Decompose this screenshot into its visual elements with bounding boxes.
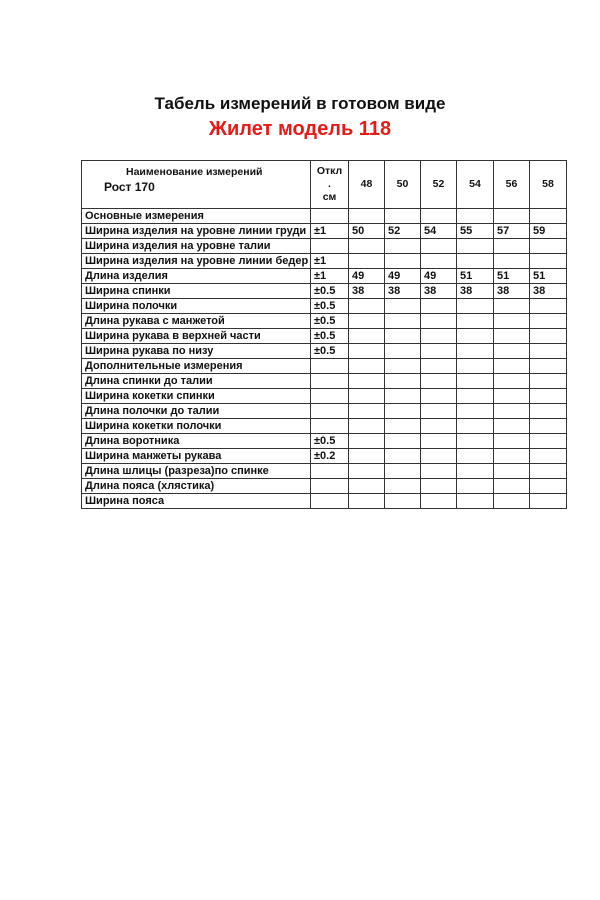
table-row — [82, 284, 567, 299]
tolerance-cell — [311, 479, 349, 494]
tolerance-cell — [311, 389, 349, 404]
size-value-cell — [349, 209, 385, 224]
size-value-cell — [385, 449, 421, 464]
table-row — [82, 404, 567, 419]
table-row — [82, 224, 567, 239]
header-size-cell: 54 — [457, 161, 494, 209]
size-value-cell — [349, 299, 385, 314]
measurement-name-cell: Ширина пояса — [82, 494, 311, 509]
size-value-cell: 55 — [457, 224, 494, 239]
size-value-cell — [494, 359, 530, 374]
table-row — [82, 434, 567, 449]
size-value-cell — [457, 419, 494, 434]
size-value-cell: 38 — [530, 284, 567, 299]
measurement-name-cell: Ширина спинки — [82, 284, 311, 299]
tolerance-cell — [311, 494, 349, 509]
size-value-cell: 59 — [530, 224, 567, 239]
measurement-name-cell: Дополнительные измерения — [82, 359, 311, 374]
measurement-name-cell: Ширина рукава в верхней части — [82, 329, 311, 344]
size-value-cell — [457, 344, 494, 359]
size-value-cell — [421, 389, 457, 404]
size-value-cell — [349, 389, 385, 404]
size-value-cell — [530, 239, 567, 254]
tolerance-cell — [311, 374, 349, 389]
size-value-cell — [385, 494, 421, 509]
size-value-cell — [421, 434, 457, 449]
size-value-cell — [421, 329, 457, 344]
size-value-cell: 38 — [494, 284, 530, 299]
size-value-cell: 51 — [457, 269, 494, 284]
tolerance-cell: ±0.5 — [311, 284, 349, 299]
size-value-cell — [385, 209, 421, 224]
size-value-cell: 38 — [385, 284, 421, 299]
size-value-cell — [385, 239, 421, 254]
size-value-cell — [457, 239, 494, 254]
size-value-cell — [421, 239, 457, 254]
size-value-cell — [530, 344, 567, 359]
tolerance-cell: ±1 — [311, 254, 349, 269]
size-value-cell — [530, 479, 567, 494]
table-row — [82, 314, 567, 329]
size-value-cell — [530, 389, 567, 404]
measurement-name-cell: Длина полочки до талии — [82, 404, 311, 419]
size-value-cell — [349, 374, 385, 389]
tolerance-cell — [311, 209, 349, 224]
size-value-cell — [349, 314, 385, 329]
header-tolerance-cell — [311, 161, 349, 209]
size-value-cell — [494, 419, 530, 434]
size-value-cell — [457, 374, 494, 389]
document-title: Табель измерений в готовом виде — [154, 94, 446, 113]
table-row — [82, 464, 567, 479]
size-value-cell — [530, 299, 567, 314]
size-value-cell — [349, 434, 385, 449]
size-value-cell — [385, 389, 421, 404]
size-value-cell — [421, 299, 457, 314]
measurement-name-cell: Ширина кокетки спинки — [82, 389, 311, 404]
header-size-cell: 50 — [385, 161, 421, 209]
tolerance-cell — [311, 404, 349, 419]
size-value-cell — [457, 389, 494, 404]
table-header-row — [82, 161, 567, 209]
size-value-cell: 49 — [421, 269, 457, 284]
size-value-cell — [494, 239, 530, 254]
size-value-cell — [457, 494, 494, 509]
measurement-name-cell: Длина спинки до талии — [82, 374, 311, 389]
size-value-cell — [530, 464, 567, 479]
header-size-cell: 48 — [349, 161, 385, 209]
size-value-cell — [457, 209, 494, 224]
size-value-cell — [421, 209, 457, 224]
size-value-cell — [349, 494, 385, 509]
size-value-cell — [385, 359, 421, 374]
size-value-cell — [385, 344, 421, 359]
size-value-cell — [385, 464, 421, 479]
size-value-cell — [421, 419, 457, 434]
table-row — [82, 374, 567, 389]
size-value-cell: 57 — [494, 224, 530, 239]
header-tolerance-line: см — [322, 191, 337, 203]
size-value-cell — [494, 344, 530, 359]
size-value-cell — [349, 239, 385, 254]
tolerance-cell: ±0.5 — [311, 299, 349, 314]
size-value-cell — [349, 479, 385, 494]
size-value-cell: 50 — [349, 224, 385, 239]
size-value-cell — [530, 449, 567, 464]
size-value-cell — [385, 314, 421, 329]
measurement-name-cell: Ширина изделия на уровне талии — [82, 239, 311, 254]
size-value-cell — [349, 404, 385, 419]
tolerance-cell: ±1 — [311, 224, 349, 239]
size-value-cell: 38 — [457, 284, 494, 299]
header-name-label: Наименование измерений — [126, 166, 263, 178]
tolerance-cell: ±0.5 — [311, 329, 349, 344]
size-value-cell — [494, 434, 530, 449]
size-value-cell — [530, 419, 567, 434]
header-name-cell — [82, 161, 311, 209]
model-subtitle: Жилет модель 118 — [208, 118, 392, 140]
size-value-cell — [421, 254, 457, 269]
size-value-cell — [421, 494, 457, 509]
table-row — [82, 269, 567, 284]
table-row — [82, 389, 567, 404]
size-value-cell — [494, 314, 530, 329]
table-row — [82, 299, 567, 314]
size-value-cell — [457, 464, 494, 479]
measurement-name-cell: Ширина кокетки полочки — [82, 419, 311, 434]
size-value-cell — [494, 404, 530, 419]
size-value-cell: 54 — [421, 224, 457, 239]
size-value-cell: 49 — [349, 269, 385, 284]
size-value-cell: 38 — [349, 284, 385, 299]
size-value-cell — [349, 329, 385, 344]
size-value-cell — [494, 374, 530, 389]
table-row — [82, 344, 567, 359]
measurement-name-cell: Ширина изделия на уровне линии бедер — [82, 254, 311, 269]
size-value-cell — [457, 404, 494, 419]
measurement-name-cell: Ширина рукава по низу — [82, 344, 311, 359]
size-value-cell — [421, 404, 457, 419]
header-tolerance-line: . — [328, 178, 331, 190]
size-value-cell — [385, 479, 421, 494]
header-size-cell: 58 — [530, 161, 567, 209]
table-row — [82, 209, 567, 224]
size-value-cell — [494, 494, 530, 509]
size-value-cell — [530, 434, 567, 449]
tolerance-cell: ±0.5 — [311, 434, 349, 449]
table-row — [82, 254, 567, 269]
size-value-cell — [421, 449, 457, 464]
size-value-cell — [349, 464, 385, 479]
table-row — [82, 329, 567, 344]
size-value-cell — [349, 359, 385, 374]
size-value-cell — [457, 254, 494, 269]
size-value-cell — [385, 299, 421, 314]
size-value-cell — [457, 479, 494, 494]
size-value-cell — [457, 329, 494, 344]
header-size-cell: 52 — [421, 161, 457, 209]
measurement-name-cell: Основные измерения — [82, 209, 311, 224]
size-value-cell — [494, 254, 530, 269]
size-value-cell — [494, 464, 530, 479]
measurement-name-cell: Ширина изделия на уровне линии груди — [82, 224, 311, 239]
header-tolerance-line: Откл — [316, 165, 343, 177]
size-value-cell — [421, 479, 457, 494]
size-value-cell — [349, 344, 385, 359]
header-size-cell: 56 — [494, 161, 530, 209]
size-value-cell — [530, 359, 567, 374]
size-value-cell — [385, 329, 421, 344]
size-value-cell — [385, 434, 421, 449]
measurement-name-cell: Длина воротника — [82, 434, 311, 449]
size-value-cell — [421, 359, 457, 374]
tolerance-cell — [311, 464, 349, 479]
size-value-cell — [494, 389, 530, 404]
size-value-cell — [457, 314, 494, 329]
tolerance-cell — [311, 359, 349, 374]
size-value-cell: 51 — [530, 269, 567, 284]
table-row — [82, 419, 567, 434]
size-value-cell — [385, 404, 421, 419]
size-value-cell: 38 — [421, 284, 457, 299]
size-value-cell — [385, 254, 421, 269]
tolerance-cell: ±0.2 — [311, 449, 349, 464]
size-value-cell — [494, 479, 530, 494]
tolerance-cell — [311, 239, 349, 254]
size-value-cell — [494, 449, 530, 464]
size-value-cell — [530, 209, 567, 224]
measurement-name-cell: Длина шлицы (разреза)по спинке — [82, 464, 311, 479]
table-row — [82, 494, 567, 509]
size-value-cell — [349, 449, 385, 464]
measurements-table — [81, 160, 567, 509]
measurement-name-cell: Длина пояса (хлястика) — [82, 479, 311, 494]
tolerance-cell: ±0.5 — [311, 344, 349, 359]
size-value-cell — [457, 434, 494, 449]
size-value-cell — [530, 254, 567, 269]
table-row — [82, 479, 567, 494]
size-value-cell — [385, 374, 421, 389]
size-value-cell — [421, 344, 457, 359]
tolerance-cell — [311, 419, 349, 434]
size-value-cell — [421, 374, 457, 389]
tolerance-cell: ±1 — [311, 269, 349, 284]
size-value-cell: 52 — [385, 224, 421, 239]
measurement-name-cell: Ширина полочки — [82, 299, 311, 314]
table-row — [82, 449, 567, 464]
size-value-cell — [421, 314, 457, 329]
size-value-cell — [530, 404, 567, 419]
size-value-cell — [421, 464, 457, 479]
measurement-name-cell: Длина изделия — [82, 269, 311, 284]
measurement-name-cell: Длина рукава с манжетой — [82, 314, 311, 329]
header-height-label: Рост 170 — [104, 180, 155, 194]
size-value-cell — [530, 314, 567, 329]
size-value-cell: 49 — [385, 269, 421, 284]
table-row — [82, 239, 567, 254]
measurement-name-cell: Ширина манжеты рукава — [82, 449, 311, 464]
size-value-cell — [494, 299, 530, 314]
size-value-cell: 51 — [494, 269, 530, 284]
size-value-cell — [349, 254, 385, 269]
table-row — [82, 359, 567, 374]
size-value-cell — [349, 419, 385, 434]
size-value-cell — [385, 419, 421, 434]
size-value-cell — [457, 359, 494, 374]
size-value-cell — [457, 449, 494, 464]
size-value-cell — [530, 329, 567, 344]
tolerance-cell: ±0.5 — [311, 314, 349, 329]
size-value-cell — [530, 374, 567, 389]
size-value-cell — [494, 209, 530, 224]
size-value-cell — [457, 299, 494, 314]
size-value-cell — [530, 494, 567, 509]
size-value-cell — [494, 329, 530, 344]
